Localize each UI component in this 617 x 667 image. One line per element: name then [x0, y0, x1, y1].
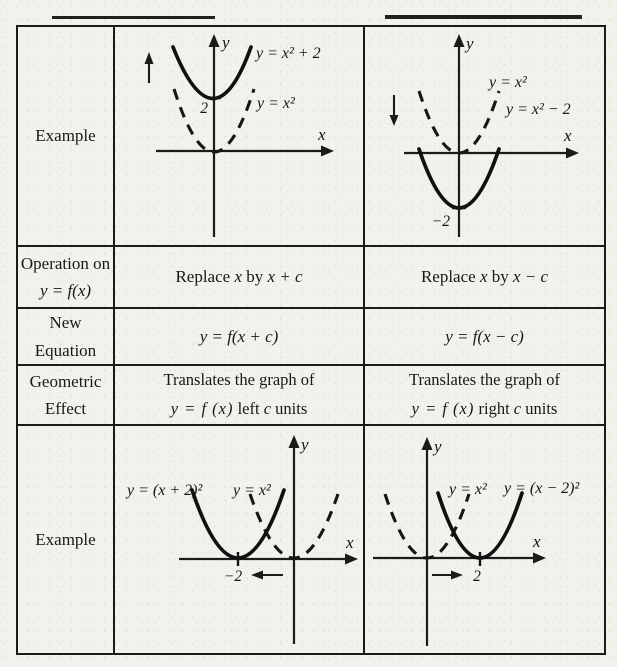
dashed-curve-label: y = x² — [489, 74, 527, 91]
row-header-label: Example — [35, 126, 96, 146]
y-axis-label: y — [434, 437, 442, 456]
x-axis-label: x — [346, 533, 354, 552]
y-axis-arrowhead-icon — [422, 437, 433, 450]
dashed-curve-label: y = x² — [257, 95, 295, 112]
new-equation-right: y = f(x − c) — [445, 326, 524, 346]
graph-cell-top-right — [365, 27, 604, 247]
solid-parabola — [192, 490, 284, 558]
y-axis-arrowhead-icon — [289, 435, 300, 448]
new-equation-right-cell — [365, 309, 604, 366]
new-equation-left: y = f(x + c) — [199, 326, 279, 346]
header-underline-right-icon — [385, 15, 582, 19]
solid-curve-label: y = x² + 2 — [256, 45, 321, 62]
row-header-line1: Operation on — [20, 253, 111, 273]
bottom-left-graph — [115, 426, 363, 648]
row-header-line1: Geometric — [29, 371, 102, 391]
geometric-left-cell — [115, 366, 365, 426]
row-header-new-equation — [18, 309, 115, 366]
new-equation-left-cell — [115, 309, 365, 366]
translation-table — [16, 25, 606, 655]
y-axis-label: y — [222, 33, 230, 52]
row-header-line2: y = f(x) — [39, 281, 92, 300]
row-header-operation — [18, 247, 115, 309]
y-axis-arrowhead-icon — [209, 34, 220, 47]
geometric-right-line2: y = f (x) right c units — [411, 399, 558, 418]
row-header-label: Example — [35, 529, 96, 549]
geometric-right-cell — [365, 366, 604, 426]
operation-right-cell — [365, 247, 604, 309]
operation-left-text: Replace x by x + c — [175, 267, 303, 286]
y-intercept-label: −2 — [431, 213, 450, 230]
geometric-left-line2: y = f (x) left c units — [170, 399, 308, 418]
graph-cell-bottom-right — [365, 426, 604, 653]
x-axis-label: x — [318, 125, 326, 144]
solid-curve-label: y = (x − 2)² — [504, 480, 580, 497]
y-axis-label: y — [466, 34, 474, 53]
x-axis-arrowhead-icon — [533, 553, 546, 564]
shift-left-arrowhead-icon — [251, 571, 263, 580]
graph-cell-bottom-left — [115, 426, 365, 653]
row-header-example-top — [18, 27, 115, 247]
y-axis-arrowhead-icon — [454, 34, 465, 47]
dashed-curve-label: y = x² — [449, 481, 487, 498]
solid-curve-label: y = x² − 2 — [506, 101, 571, 118]
x-axis-label: x — [533, 532, 541, 551]
top-right-graph — [365, 27, 600, 245]
solid-parabola — [173, 47, 251, 99]
vertex-label: 2 — [473, 568, 481, 585]
operation-right-text: Replace x by x − c — [420, 267, 549, 286]
shift-down-arrowhead-icon — [390, 115, 399, 126]
bottom-right-graph — [365, 426, 600, 648]
row-header-line2: Effect — [44, 399, 87, 418]
geometric-left-line1: Translates the graph of — [163, 370, 315, 390]
header-underline-left-icon — [52, 16, 215, 19]
y-axis-label: y — [301, 435, 309, 454]
row-header-line1: New — [49, 313, 82, 333]
row-header-example-bottom — [18, 426, 115, 653]
shift-right-arrowhead-icon — [451, 571, 463, 580]
vertex-label: −2 — [223, 568, 243, 585]
operation-left-cell — [115, 247, 365, 309]
top-left-graph — [115, 27, 363, 245]
y-intercept-label: 2 — [200, 100, 208, 117]
geometric-right-line1: Translates the graph of — [408, 370, 561, 390]
solid-parabola — [438, 493, 522, 558]
dashed-curve-label: y = x² — [233, 482, 271, 499]
x-axis-arrowhead-icon — [566, 148, 579, 159]
solid-curve-label: y = (x + 2)² — [127, 482, 203, 499]
x-axis-arrowhead-icon — [345, 554, 358, 565]
graph-cell-top-left — [115, 27, 365, 247]
x-axis-label: x — [564, 126, 572, 145]
x-axis-arrowhead-icon — [321, 146, 334, 157]
row-header-geometric-effect — [18, 366, 115, 426]
row-header-line2: Equation — [34, 340, 97, 360]
shift-up-arrowhead-icon — [145, 52, 154, 64]
